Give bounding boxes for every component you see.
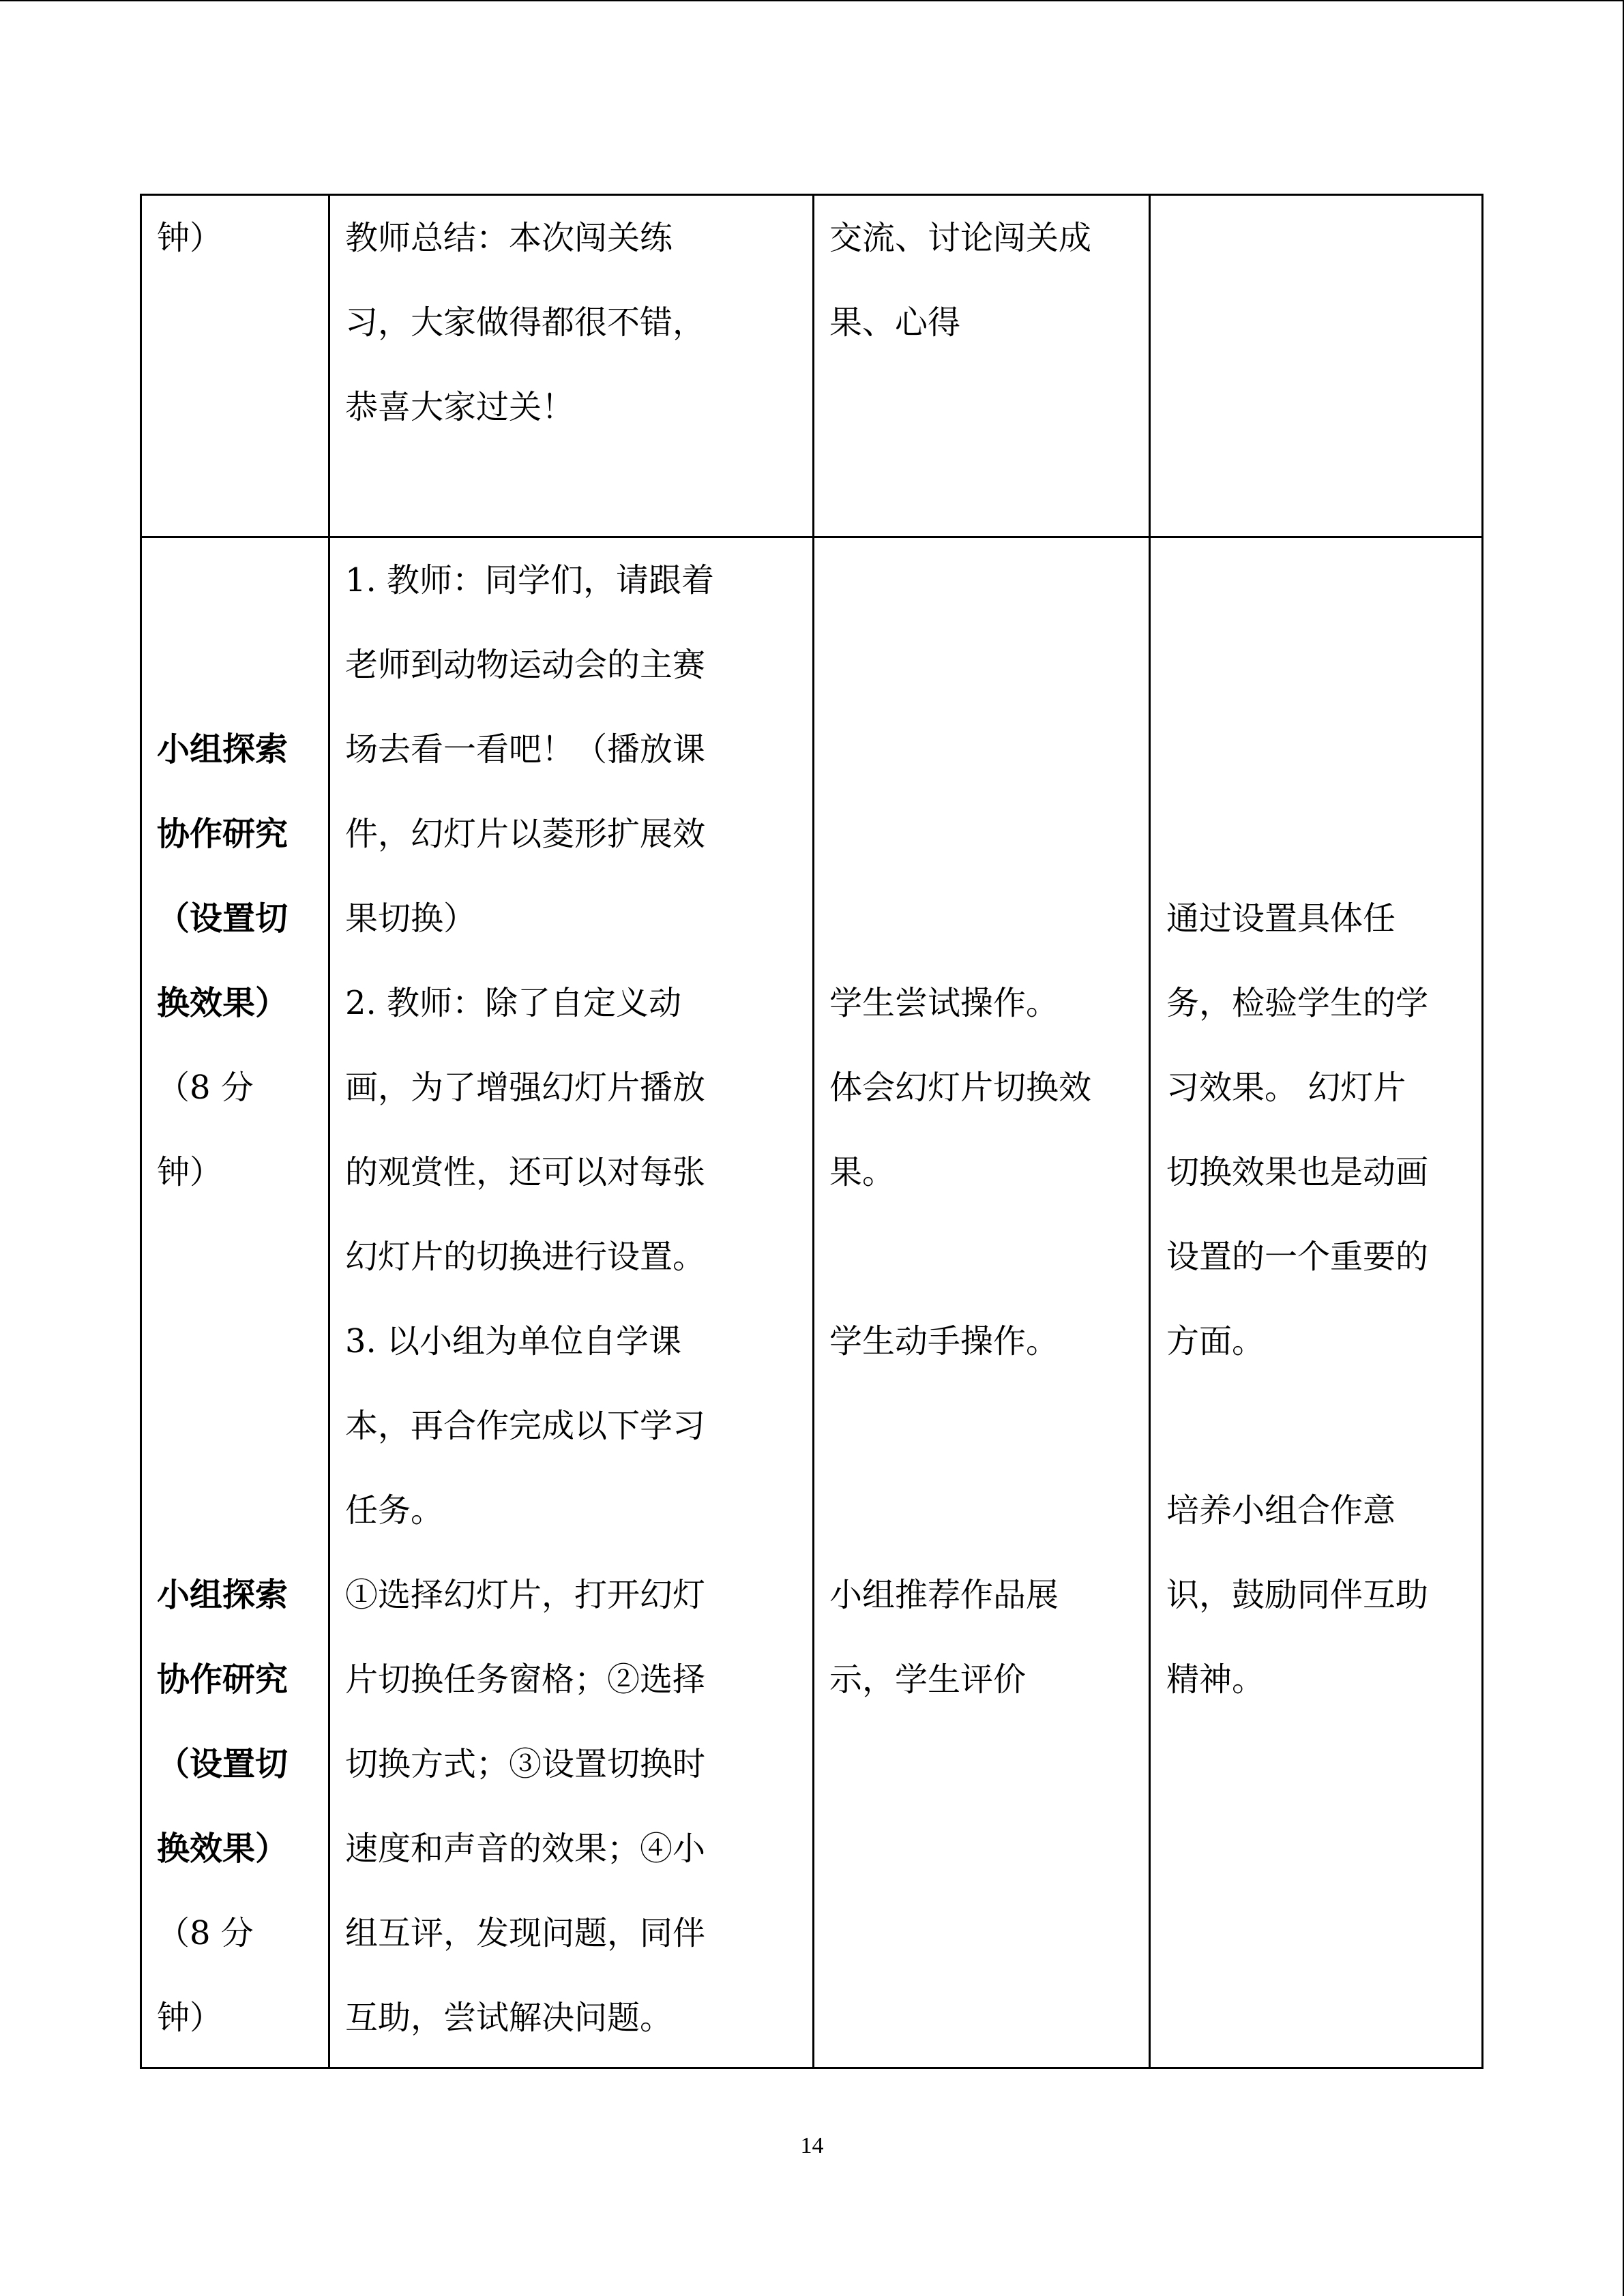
- page-top-border: [0, 0, 1624, 1]
- cell-text-line: [829, 876, 1091, 961]
- cell-text-line: 片切换任务窗格；②选择: [345, 1660, 706, 1699]
- column-divider: [1149, 538, 1151, 2069]
- cell-text-line: 培养小组合作意: [1166, 1491, 1396, 1530]
- design-intent-cell: [1166, 538, 1428, 1722]
- cell-text-line: 小组探索: [157, 730, 289, 769]
- cell-text-line: 精神。: [1166, 1660, 1265, 1699]
- cell-text-line: 通过设置具体任: [1166, 899, 1396, 938]
- cell-text-line: 场去看一看吧！（播放课: [345, 730, 706, 769]
- cell-text-line: 小组推荐作品展: [829, 1576, 1059, 1614]
- student-activity-cell: [829, 538, 1091, 1722]
- cell-text-line: 1. 教师：同学们，请跟着: [345, 561, 715, 599]
- cell-text-line: [829, 792, 1091, 876]
- cell-text-line: ①选择幻灯片，打开幻灯: [345, 1576, 706, 1614]
- cell-text-line: 钟）: [157, 219, 223, 257]
- cell-text-line: 的观赏性，还可以对每张: [345, 1153, 706, 1191]
- table-row: [142, 196, 1481, 538]
- cell-text-line: 方面。: [1166, 1322, 1265, 1360]
- cell-text-line: 识，鼓励同伴互助: [1166, 1576, 1429, 1614]
- cell-text-line: 交流、讨论闯关成: [829, 219, 1092, 257]
- cell-text-line: [157, 1214, 288, 1299]
- cell-text-line: 教师总结：本次闯关练: [345, 219, 673, 257]
- cell-text-line: 换效果）: [157, 1830, 289, 1868]
- cell-text-line: [157, 623, 288, 707]
- cell-text-line: 速度和声音的效果；④小: [345, 1830, 706, 1868]
- cell-text-line: 件，幻灯片以菱形扩展效: [345, 815, 706, 853]
- column-divider: [328, 196, 330, 536]
- cell-text-line: [1166, 792, 1428, 876]
- cell-text-line: 钟）: [157, 1153, 223, 1191]
- cell-text-line: 学生尝试操作。: [829, 984, 1059, 1022]
- cell-text-line: （8 分: [157, 1914, 254, 1952]
- cell-text-line: 协作研究: [157, 1660, 289, 1699]
- cell-text-line: 2. 教师：除了自定义动: [345, 984, 682, 1022]
- page-number: 14: [800, 2133, 824, 2158]
- cell-text-line: 本，再合作完成以下学习: [345, 1407, 706, 1445]
- cell-text-line: [829, 1468, 1091, 1553]
- cell-text-line: 习效果。 幻灯片: [1166, 1069, 1406, 1107]
- teacher-activity-cell: [345, 538, 714, 2060]
- cell-text-line: 务，检验学生的学: [1166, 984, 1429, 1022]
- cell-text-line: [157, 538, 288, 623]
- cell-text-line: [829, 1384, 1091, 1468]
- column-divider: [812, 538, 814, 2069]
- table-row: [142, 538, 1481, 2069]
- cell-text-line: [1166, 1384, 1428, 1468]
- cell-text-line: （设置切: [157, 1745, 289, 1783]
- cell-text-line: [157, 1468, 288, 1553]
- column-divider: [1149, 196, 1151, 536]
- cell-text-line: （8 分: [157, 1069, 254, 1107]
- cell-text-line: [829, 1214, 1091, 1299]
- cell-text-line: 组互评，发现问题，同伴: [345, 1914, 706, 1952]
- cell-text-line: 小组探索: [157, 1576, 289, 1614]
- cell-text-line: 钟）: [157, 1999, 223, 2037]
- cell-text-line: [157, 1299, 288, 1384]
- teacher-activity-cell: [345, 196, 705, 449]
- cell-text-line: 任务。: [345, 1491, 444, 1530]
- cell-text-line: 切换方式；③设置切换时: [345, 1745, 706, 1783]
- cell-text-line: 画，为了增强幻灯片播放: [345, 1069, 706, 1107]
- cell-text-line: 设置的一个重要的: [1166, 1238, 1429, 1276]
- cell-text-line: 切换效果也是动画: [1166, 1153, 1429, 1191]
- cell-text-line: [1166, 538, 1428, 623]
- cell-text-line: 学生动手操作。: [829, 1322, 1059, 1360]
- lesson-plan-table: [140, 194, 1483, 2069]
- cell-text-line: [1166, 623, 1428, 707]
- cell-text-line: 换效果）: [157, 984, 289, 1022]
- cell-text-line: 果切换）: [345, 899, 477, 938]
- cell-text-line: 老师到动物运动会的主赛: [345, 646, 706, 684]
- cell-text-line: [1166, 707, 1428, 792]
- cell-text-line: [157, 1384, 288, 1468]
- cell-text-line: 果、心得: [829, 303, 961, 342]
- cell-text-line: （设置切: [157, 899, 289, 938]
- cell-text-line: 恭喜大家过关！: [345, 388, 575, 426]
- cell-text-line: 互助，尝试解决问题。: [345, 1999, 673, 2037]
- stage-cell: [157, 538, 288, 2060]
- cell-text-line: [829, 538, 1091, 623]
- column-divider: [812, 196, 814, 536]
- cell-text-line: 幻灯片的切换进行设置。: [345, 1238, 706, 1276]
- student-activity-cell: [829, 196, 1091, 365]
- cell-text-line: 习，大家做得都很不错，: [345, 303, 706, 342]
- column-divider: [328, 538, 330, 2069]
- cell-text-line: 3. 以小组为单位自学课: [345, 1322, 682, 1360]
- cell-text-line: [829, 623, 1091, 707]
- stage-cell: [157, 196, 222, 280]
- cell-text-line: [829, 707, 1091, 792]
- cell-text-line: 体会幻灯片切换效: [829, 1069, 1092, 1107]
- cell-text-line: 协作研究: [157, 815, 289, 853]
- cell-text-line: 果。: [829, 1153, 896, 1191]
- cell-text-line: 示，学生评价: [829, 1660, 1027, 1699]
